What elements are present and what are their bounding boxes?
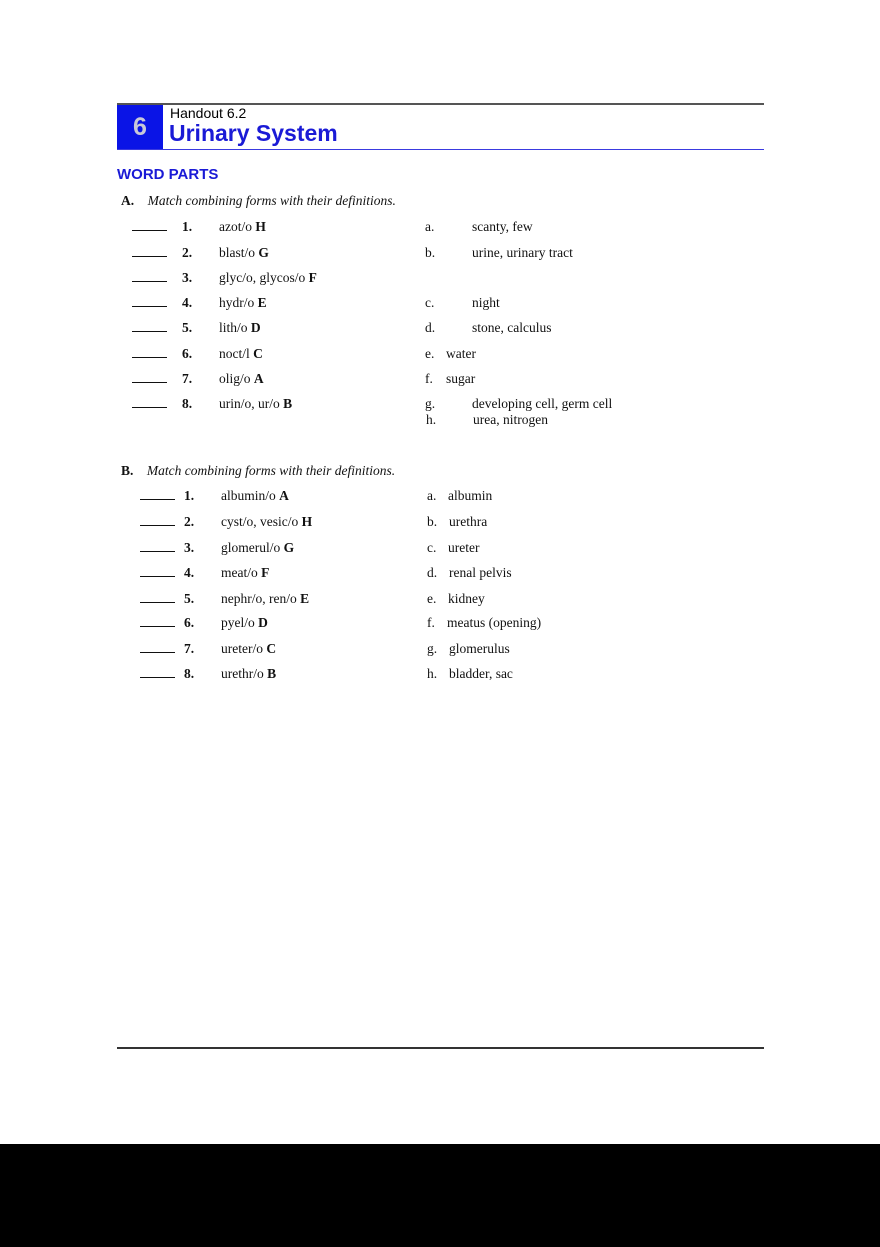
section-heading: WORD PARTS (117, 166, 219, 183)
item-term: noct/l C (219, 346, 263, 361)
list-item (132, 396, 293, 412)
list-item (132, 270, 317, 286)
definition-item: f. meatus (opening) (427, 615, 542, 630)
answer-blank[interactable] (140, 499, 175, 500)
answer-blank[interactable] (140, 551, 175, 552)
definition-item: c. night (425, 295, 500, 310)
item-number: 4. (182, 295, 193, 310)
item-number: 7. (182, 371, 193, 386)
exercise-letter: B. (121, 463, 134, 478)
list-item (132, 346, 263, 362)
item-term: glomerul/o G (221, 540, 295, 555)
item-term: cyst/o, vesic/o H (221, 514, 313, 529)
item-number: 1. (184, 488, 195, 503)
item-number: 3. (184, 540, 195, 555)
answer-blank[interactable] (132, 256, 167, 257)
handout-label: Handout 6.2 (170, 105, 247, 121)
item-term: hydr/o E (219, 295, 267, 310)
list-item (132, 295, 267, 311)
item-term: ureter/o C (221, 641, 277, 656)
answer-blank[interactable] (132, 357, 167, 358)
definition-item: c. ureter (427, 540, 480, 555)
item-number: 2. (182, 245, 193, 260)
answer-blank[interactable] (132, 407, 167, 408)
item-number: 5. (182, 320, 193, 335)
page-title: Urinary System (169, 120, 338, 146)
list-item (132, 371, 264, 387)
item-number: 6. (182, 346, 193, 361)
item-term: urin/o, ur/o B (219, 396, 293, 411)
item-term: azot/o H (219, 219, 266, 234)
instruction-text: Match combining forms with their definitions. (147, 193, 396, 208)
exercise-a-instruction (121, 193, 396, 209)
item-term: meat/o F (221, 565, 270, 580)
item-term: olig/o A (219, 371, 264, 386)
answer-blank[interactable] (140, 602, 175, 603)
definition-item: d. stone, calculus (425, 320, 552, 335)
item-number: 5. (184, 591, 195, 606)
answer-blank[interactable] (132, 382, 167, 383)
answer-blank[interactable] (140, 576, 175, 577)
list-item (140, 641, 277, 657)
list-item (140, 514, 313, 530)
exercise-letter: A. (121, 193, 135, 208)
item-number: 3. (182, 270, 193, 285)
instruction-text: Match combining forms with their definitions. (146, 463, 396, 478)
item-term: blast/o G (219, 245, 269, 260)
list-item (140, 565, 270, 581)
answer-blank[interactable] (132, 281, 167, 282)
answer-blank[interactable] (132, 331, 167, 332)
definition-item: a. scanty, few (425, 219, 533, 234)
exercise-b-instruction (121, 463, 395, 479)
answer-blank[interactable] (140, 677, 175, 678)
item-number: 8. (184, 666, 195, 681)
list-item (140, 591, 310, 607)
item-number: 8. (182, 396, 193, 411)
title-underline (117, 149, 764, 150)
definition-item: e. water (425, 346, 476, 361)
item-term: glyc/o, glycos/o F (219, 270, 317, 285)
list-item (140, 615, 268, 631)
definition-item: b. urine, urinary tract (425, 245, 573, 260)
definition-item: d. renal pelvis (427, 565, 512, 580)
definition-item: g. developing cell, germ cell (425, 396, 613, 411)
footer-rule (117, 1047, 764, 1049)
item-number: 4. (184, 565, 195, 580)
definition-item: a. albumin (427, 488, 493, 503)
item-number: 6. (184, 615, 195, 630)
definition-item: b. urethra (427, 514, 488, 529)
item-number: 1. (182, 219, 193, 234)
definition-item: e. kidney (427, 591, 485, 606)
chapter-number-box: 6 (117, 105, 163, 149)
item-number: 7. (184, 641, 195, 656)
item-term: lith/o D (219, 320, 261, 335)
definition-item: h. urea, nitrogen (426, 412, 548, 427)
list-item (140, 666, 277, 682)
list-item (132, 320, 261, 336)
answer-blank[interactable] (140, 652, 175, 653)
definition-item: g. glomerulus (427, 641, 510, 656)
answer-blank[interactable] (140, 525, 175, 526)
definition-item: f. sugar (425, 371, 476, 386)
list-item (132, 245, 269, 261)
list-item (140, 488, 289, 504)
item-term: urethr/o B (221, 666, 277, 681)
item-term: nephr/o, ren/o E (221, 591, 310, 606)
item-number: 2. (184, 514, 195, 529)
item-term: albumin/o A (221, 488, 289, 503)
definition-item: h. bladder, sac (427, 666, 513, 681)
list-item (140, 540, 295, 556)
list-item (132, 219, 266, 235)
item-term: pyel/o D (221, 615, 268, 630)
answer-blank[interactable] (140, 626, 175, 627)
answer-blank[interactable] (132, 306, 167, 307)
answer-blank[interactable] (132, 230, 167, 231)
